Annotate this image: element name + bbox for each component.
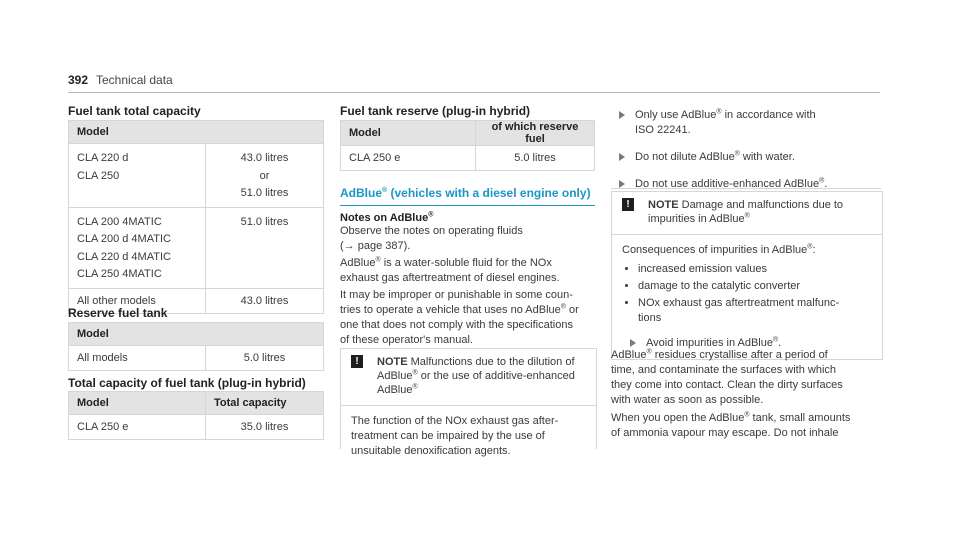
adblue-section-heading [340,184,595,206]
registered-mark: ® [819,177,825,185]
notes-text: one that does not comply with the specifications [340,319,573,331]
reserve-table [68,322,324,371]
consequence-list [622,262,872,326]
notes-text: of these operator's manual. [340,334,473,346]
registered-mark: ® [382,187,388,194]
body-text: with water as soon as possible. [611,394,764,406]
adblue-notes [340,212,595,348]
capacity-cell: 43.0 litres [206,288,324,313]
model-cell: CLA 200 4MATIC [77,215,162,228]
notice-text: unsuitable denoxification agents. [351,445,511,457]
body-text: of ammonia vapour may escape. Do not inhale [611,427,839,439]
notice-impurities [611,191,883,360]
fuel-tank-col-model: Model [69,121,324,144]
text-span: tries to operate a vehicle that uses no AdBlue [340,304,561,316]
arrow-bullet-icon [619,111,625,119]
registered-mark: ® [375,256,381,264]
fuel-tank-table [68,120,324,314]
fuel-tank-title: Fuel tank total capacity [68,104,201,118]
page-title: Technical data [96,73,173,87]
list-item: • increased emission values [638,262,872,277]
text-span: tank, small amounts [749,412,851,424]
plugin-total-table [68,391,324,440]
plugin-total-col-model: Model [69,392,206,415]
registered-mark: ® [646,348,652,356]
text-span: Do not use additive-enhanced AdBlue [635,178,820,190]
registered-mark: ® [716,108,722,116]
capacity-cell: 51.0 litres [240,215,289,228]
model-cell: CLA 250 e [341,146,476,171]
page-number: 392 [68,73,89,87]
model-cell: All other models [69,288,206,313]
notice-text: The function of the NOx exhaust gas after- [351,415,559,427]
text-span: impurities in AdBlue [648,213,745,225]
adblue-title-suffix: (vehicles with a diesel engine only) [387,186,591,200]
table-row [69,415,324,440]
arrow-bullet-icon [619,153,625,161]
registered-mark: ® [428,211,434,219]
plugin-reserve-table [340,120,595,171]
capacity-cell: 35.0 litres [206,415,324,440]
plugin-reserve-col-model: Model [341,121,476,146]
adblue-title-text: AdBlue [340,186,382,200]
notice-dilution [340,348,597,457]
text-span: NOx exhaust gas aftertreatment malfunc- [638,297,840,309]
text-span: Do not dilute AdBlue [635,151,735,163]
text-span: residues crystallise after a period of [651,349,828,361]
body-text: they come into contact. Clean the dirty surfaces [611,379,843,391]
text-span: When you open the AdBlue [611,412,745,424]
model-cell: CLA 250 4MATIC [77,268,162,280]
text-span: . [824,178,828,190]
page-header [68,70,880,93]
registered-mark: ® [744,212,750,220]
model-cell: CLA 220 d [77,152,129,164]
plugin-total-col-capacity: Total capacity [206,392,324,415]
table-row [69,346,324,371]
list-item [638,296,872,326]
list-item: • damage to the catalytic converter [638,279,872,294]
registered-mark: ® [772,336,779,344]
text-span: tions [638,312,662,324]
model-cell: CLA 200 d 4MATIC [77,233,171,245]
text-span: AdBlue [611,349,647,361]
text-span: Damage and malfunctions due to [678,199,844,211]
text-span: Malfunctions due to the dilution of [407,356,575,368]
model-cell: All models [69,346,206,371]
arrow-bullet-icon [630,339,636,347]
plugin-reserve-col-reserve: of which reserve fuel [476,121,595,146]
instruction-list [611,108,881,192]
plugin-total-title: Total capacity of fuel tank (plug-in hybrid) [68,376,306,390]
text-span: AdBlue [340,257,376,269]
text-span: or the use of additive-enhanced [417,370,575,382]
model-cell: CLA 250 e [69,415,206,440]
notice-spacer [611,188,881,189]
capacity-cell: 51.0 litres [240,187,289,199]
capacity-cell: or [259,169,270,182]
notes-title: Notes on AdBlue [340,212,429,224]
warning-icon: ! [622,198,634,211]
reserve-title: Reserve fuel tank [68,306,168,320]
reserve-cell: 5.0 litres [476,146,595,171]
text-span: . [778,337,782,349]
instruction-text: ISO 22241. [635,124,691,136]
text-span: Consequences of impurities in AdBlue [622,244,808,256]
registered-mark: ® [560,303,566,311]
table-row [341,146,595,171]
notice-text: treatment can be impaired by the use of [351,430,545,442]
notice-label: NOTE [648,199,679,211]
registered-mark: ® [807,243,813,251]
registered-mark: ® [412,369,418,377]
text-span: with water. [739,151,795,163]
text-span: in accordance with [721,109,816,121]
instruction-item [611,150,881,165]
table-row [69,207,324,288]
registered-mark: ® [744,411,750,419]
arrow-bullet-icon [619,180,625,188]
text-span: AdBlue [377,370,413,382]
model-cell: CLA 250 [77,169,120,182]
page-reference: (→ page 387). [340,240,411,252]
capacity-cell: 5.0 litres [206,346,324,371]
registered-mark: ® [734,150,740,158]
model-cell: CLA 220 d 4MATIC [77,250,171,263]
text-span: or [565,304,579,316]
table-row [69,144,324,208]
reserve-col-model: Model [69,323,324,346]
warning-icon: ! [351,355,363,368]
notice-label: NOTE [377,356,408,368]
text-span: AdBlue [377,384,413,396]
notes-text: It may be improper or punishable in some coun- [340,289,573,301]
body-text: time, and contaminate the surfaces with which [611,364,837,376]
registered-mark: ® [412,383,418,391]
capacity-cell: 43.0 litres [240,152,289,164]
notes-text: Observe the notes on operating fluids [340,225,523,237]
instruction-item [611,108,881,138]
text-span: : [812,244,816,256]
residue-paragraph [611,348,881,441]
instruction-item [611,177,881,192]
notes-text: exhaust gas aftertreatment of diesel engines. [340,272,560,284]
text-span: is a water-soluble fluid for the NOx [380,257,552,269]
text-span: Only use AdBlue [635,109,717,121]
text-span: Avoid impurities in AdBlue [646,337,773,349]
plugin-reserve-title: Fuel tank reserve (plug-in hybrid) [340,104,531,118]
